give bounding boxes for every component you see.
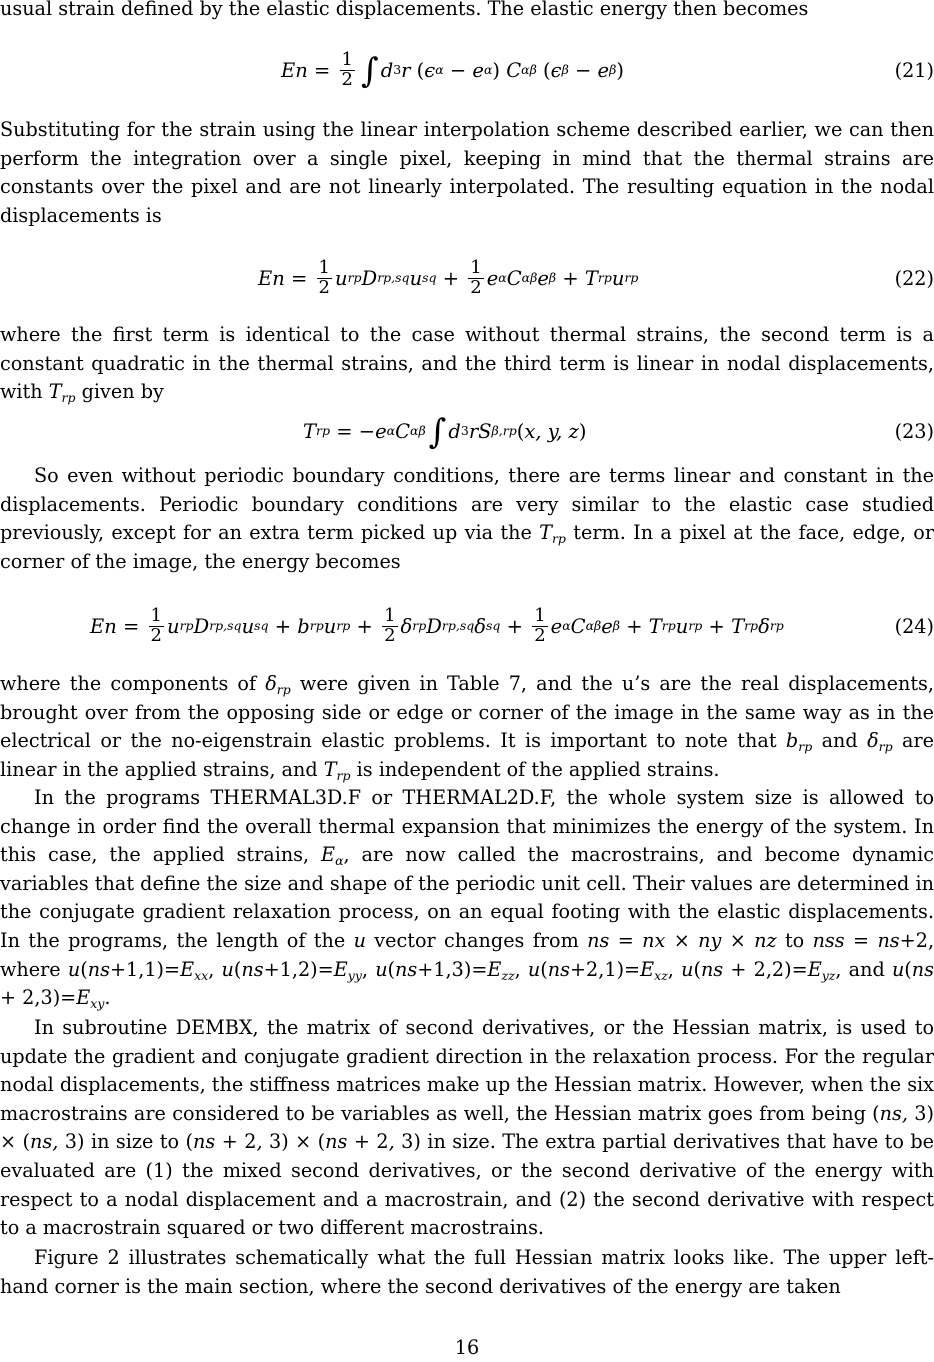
paragraph-delta-components: where the components of $\delta_{rp}$ were given in Table 7, and the u’s are the real displacements, brought over from the opposing side or edge or corner of the image in the same way as in the electrical or the no-eigenstrain elastic problems. It is important to note that $b_{rp}$ and $\delta_{rp}$ are linear in the applied strains, and $T_{rp}$ is independent of the applied strains. — [0, 672, 934, 783]
paragraph-dembx: In subroutine DEMBX, the matrix of second derivatives, or the Hessian matrix, is used to update the gradient and conjugate gradient direction in the relaxation process. For the regular nodal displacements, the stiffness matrices make up the Hessian matrix. However, when the six macrostrains are considered to be variables as well, the Hessian matrix goes from being (ns, 3) × (ns, 3) in size to (ns + 2, 3) × (ns + 2, 3) in size. The extra partial derivatives that have to be evaluated are (1) the mixed second derivatives, or the second derivative of the energy with respect to a nodal displacement and a macrostrain, and (2) the second derivative with respect to a macrostrain squared or two different macrostrains. — [0, 1016, 934, 1240]
equation-24: En = $\frac{1}{2}$ u rp D rp,sq u sq + b rp u rp + $\frac{1}{2}$ δ rp D rp,sq δ sq + $\frac{1}{2}$ e α C αβ e β + T rp u rp + T rp δ rp (24) — [0, 596, 934, 656]
paragraph-figure-2: Figure 2 illustrates schematically what the full Hessian matrix looks like. The upper left-hand corner is the main section, where the second derivatives of the energy are taken — [0, 1246, 934, 1298]
paragraph-periodic: So even without periodic boundary conditions, there are terms linear and constant in the displacements. Periodic boundary conditions are very similar to the elastic case studied previously, except for an extra term picked up via the $T_{rp}$ term. In a pixel at the face, edge, or corner of the image, the energy becomes — [0, 464, 934, 573]
equation-23: T rp = − e α C αβ ∫ d 3 rS β,rp ( x, y, z ) (23) — [0, 401, 934, 461]
equation-number: (23) — [894, 419, 934, 443]
paragraph-substitution: Substituting for the strain using the linear interpolation scheme described earlier, we can then perform the integration over a single pixel, keeping in mind that the thermal strains are constants over the pixel and are not linearly interpolated. The resulting equation in the nodal displacements is — [0, 118, 934, 227]
equation-number: (24) — [894, 614, 934, 638]
equation-22: En = $\frac{1}{2}$ u rp D rp,sq u sq + $\frac{1}{2}$ e α C αβ e β + T rp u rp (22) — [0, 248, 934, 308]
paragraph-intro: usual strain defined by the elastic displacements. The elastic energy then becomes — [0, 0, 809, 20]
equation-number: (22) — [894, 266, 934, 290]
paragraph-programs: In the programs THERMAL3D.F or THERMAL2D.F, the whole system size is allowed to change in order find the overall thermal expansion that minimizes the energy of the system. In this case, the applied strains, $E_\alpha$, are now called the macrostrains, and become dynamic variables that define the size and shape of the periodic unit cell. Their values are determined in the conjugate gradient relaxation process, on an equal footing with the elastic displacements. In the programs, the length of the u vector changes from ns = nx × ny × nz to nss = ns+2, where $u(ns+1,1)=E_{xx}$, $u(ns+1,2)=E_{yy}$, $u(ns+1,3)=E_{zz}$, $u(ns+2,1)=E_{xz}$, $u(ns + 2,2)=E_{yz}$, and $u(ns + 2,3)=E_{xy}$. — [0, 786, 934, 1012]
page-number: 16 — [454, 1336, 480, 1359]
equation-number: (21) — [894, 58, 934, 82]
paragraph-terms: where the first term is identical to the case without thermal strains, the second term is a constant quadratic in the thermal strains, and the third term is linear in nodal displacements, with $T_{rp}$ given by — [0, 323, 934, 406]
equation-21: En = $\frac{1}{2}$ ∫ d 3 r ( ϵ α − e α ) C αβ ( ϵ β − e β ) (21) — [0, 40, 934, 100]
